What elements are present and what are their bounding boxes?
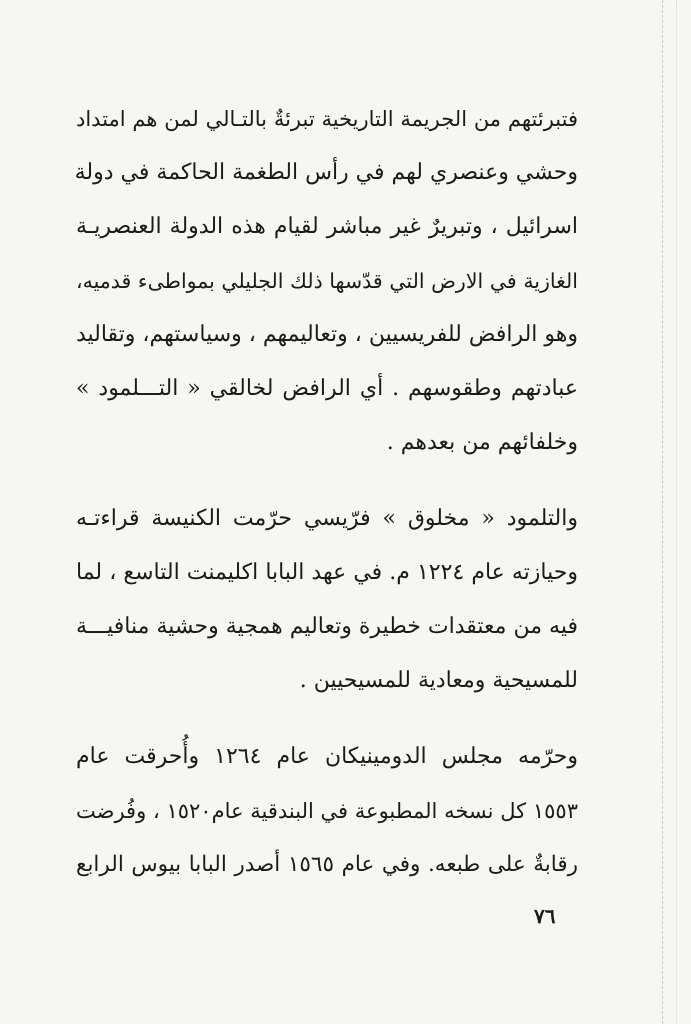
text-line: للمسيحية ومعادية للمسيحيين .	[299, 668, 578, 693]
text-line: اسرائيل ، وتبريرٌ غير مباشر لقيام هذه الدولة العنصريـة	[76, 214, 578, 239]
text-line: وحيازته عام ١٢٢٤ م. في عهد البابا اكليمنت التاسع ، لما	[76, 560, 578, 585]
paragraph-gap	[76, 470, 578, 492]
text-line: وخلفائهم من بعدهم .	[386, 430, 578, 455]
text-line: وحرّمه مجلس الدومينيكان عام ١٢٦٤ وأُحرقت عام	[76, 744, 578, 769]
page-number: ٧٦	[534, 904, 556, 928]
paragraph-gap	[76, 708, 578, 730]
text-line: رقابةٌ على طبعه. وفي عام ١٥٦٥ أصدر البابا بيوس الرابع	[76, 852, 578, 877]
text-line: وحشي وعنصري لهم في رأس الطغمة الحاكمة في دولة	[74, 160, 578, 185]
paragraph-3	[76, 730, 578, 892]
text-line: الغازية في الارض التي قدّسها ذلك الجليلي بمواطىء قدميه،	[76, 269, 578, 293]
text-line: فتبرئتهم من الجريمة التاريخية تبرئةٌ بالتـالي لمن هم امتداد	[76, 107, 578, 131]
text-line: ١٥٥٣ كل نسخه المطبوعة في البندقية عام١٥٢٠ ، وفُرضت	[76, 799, 578, 823]
text-line: عبادتهم وطقوسهم . أي الرافض لخالقي « التـــلمود »	[76, 376, 578, 401]
paragraph-2	[76, 492, 578, 708]
text-line: وهو الرافض للفريسيين ، وتعاليمهم ، وسياستهم، وتقاليد	[75, 322, 578, 347]
paragraph-1	[76, 92, 578, 470]
body-text	[76, 92, 578, 892]
page-edge-line	[662, 0, 663, 1024]
page-edge-line	[676, 0, 677, 1024]
text-line: فيه من معتقدات خطيرة وتعاليم همجية وحشية منافيـــة	[76, 614, 578, 639]
text-line: والتلمود « مخلوق » فرّيسي حرّمت الكنيسة قراءتـه	[76, 506, 578, 531]
